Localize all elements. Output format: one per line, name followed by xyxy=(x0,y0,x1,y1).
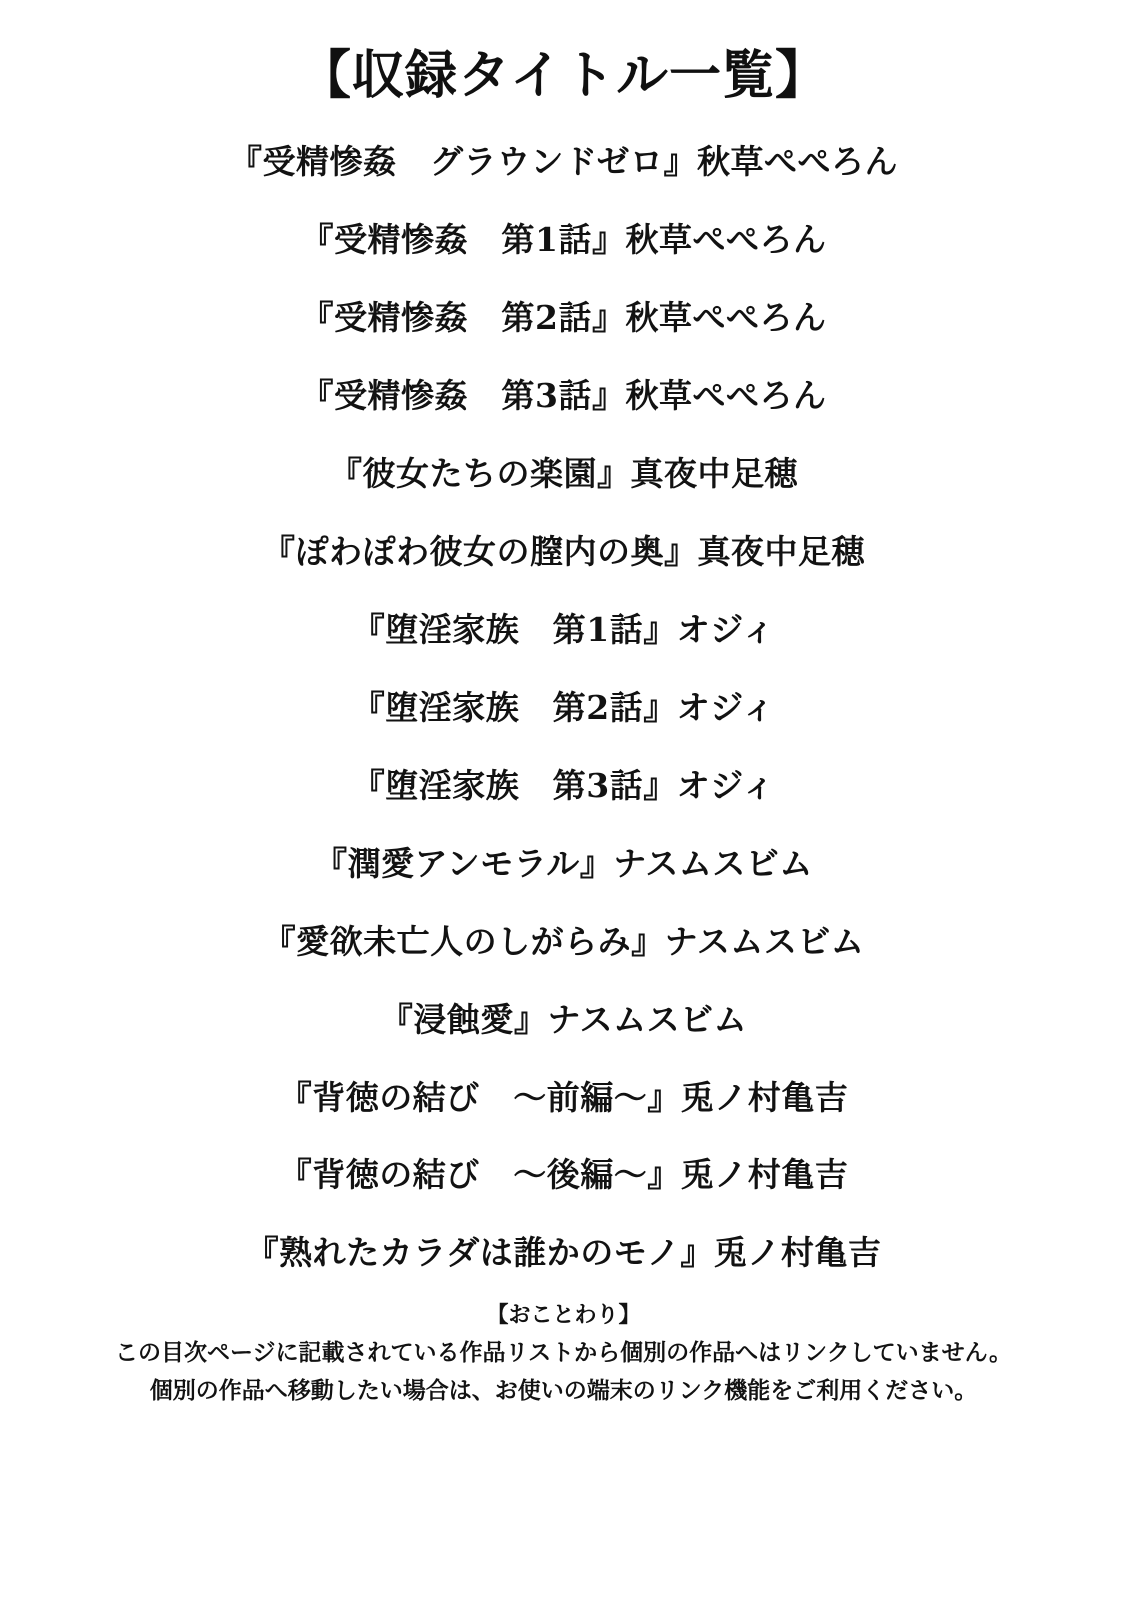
list-item: 『堕淫家族 第2話』オジィ xyxy=(351,687,776,727)
list-item: 『背徳の結び 〜後編〜』兎ノ村亀吉 xyxy=(278,1155,849,1195)
contents-list xyxy=(40,124,1087,1293)
list-item: 『ぽわぽわ彼女の膣内の奥』真夜中足穂 xyxy=(262,531,865,571)
list-item: 『愛欲未亡人のしがらみ』ナスムスビム xyxy=(262,921,865,961)
list-item: 『潤愛アンモラル』ナスムスビム xyxy=(314,843,813,883)
page-title: 【収録タイトル一覧】 xyxy=(299,45,828,106)
list-item: 『熟れたカラダは誰かのモノ』兎ノ村亀吉 xyxy=(245,1233,882,1273)
list-item: 『堕淫家族 第3話』オジィ xyxy=(351,765,776,805)
notice-line-1: この目次ページに記載されている作品リストから個別の作品へはリンクしていません。 xyxy=(115,1338,1012,1366)
list-item: 『堕淫家族 第1話』オジィ xyxy=(351,609,776,649)
list-item: 『受精惨姦 グラウンドゼロ』秋草ぺぺろん xyxy=(228,142,898,182)
notice-block xyxy=(40,1299,1087,1410)
list-item: 『彼女たちの楽園』真夜中足穂 xyxy=(329,454,798,494)
list-item: 『浸蝕愛』ナスムスビム xyxy=(379,999,748,1039)
list-item: 『背徳の結び 〜前編〜』兎ノ村亀吉 xyxy=(278,1077,849,1117)
notice-line-2: 個別の作品へ移動したい場合は、お使いの端末のリンク機能をご利用ください。 xyxy=(149,1376,978,1404)
list-item: 『受精惨姦 第1話』秋草ぺぺろん xyxy=(300,220,827,260)
notice-heading: 【おことわり】 xyxy=(486,1301,641,1328)
list-item: 『受精惨姦 第2話』秋草ぺぺろん xyxy=(300,298,827,338)
list-item: 『受精惨姦 第3話』秋草ぺぺろん xyxy=(300,376,827,416)
